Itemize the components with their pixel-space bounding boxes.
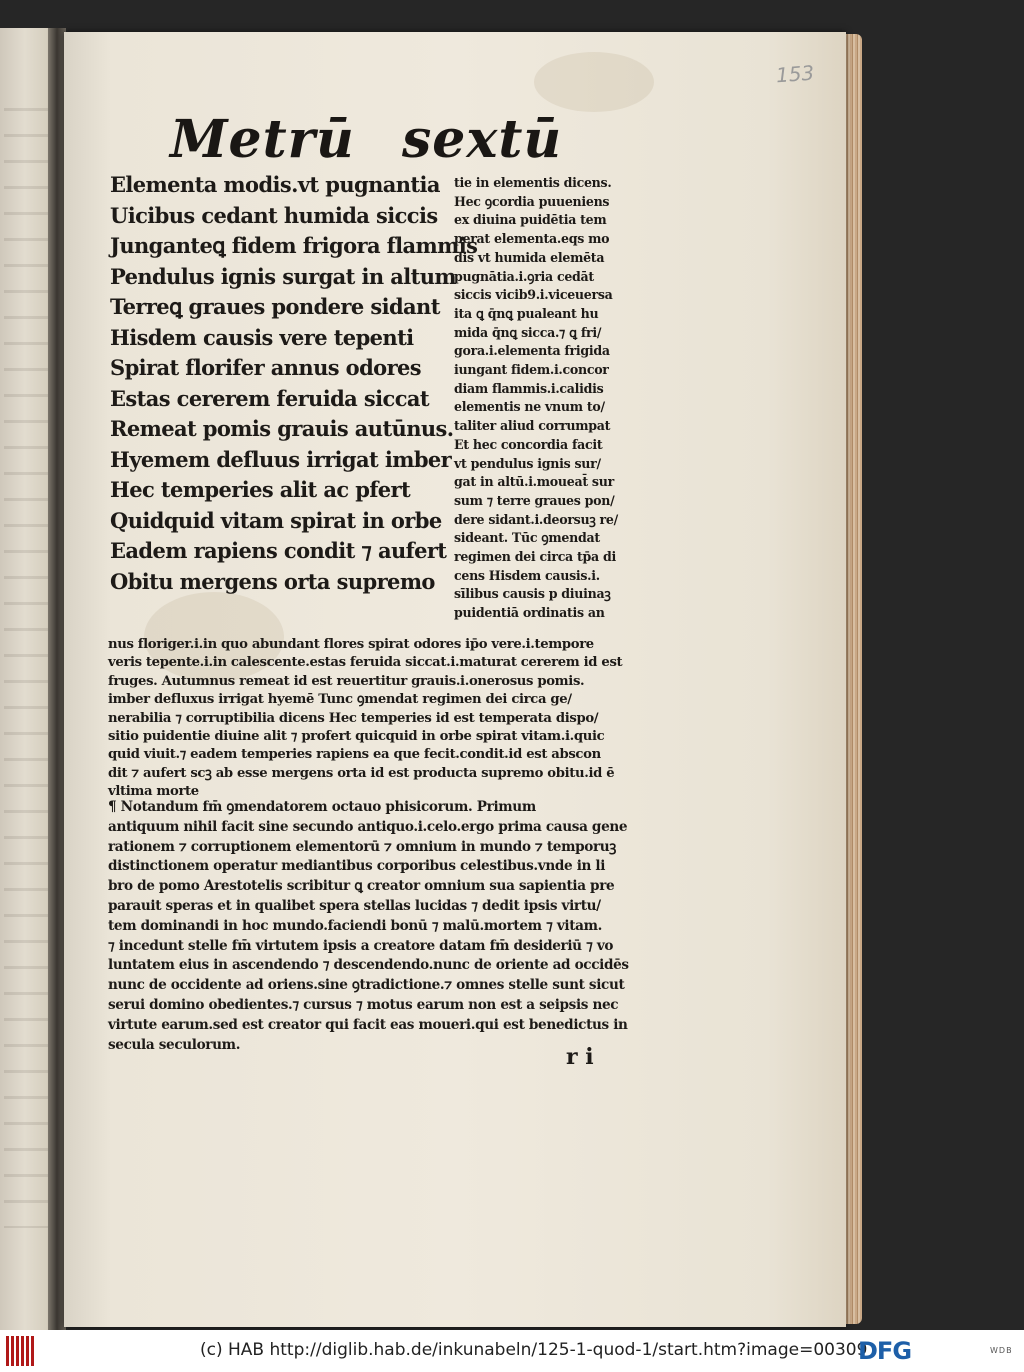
gloss-line: siccis vicib9.i.viceuersa [454, 287, 613, 303]
verse-line: Uicibus cedant humida siccis [110, 202, 438, 228]
gloss-line: taliter aliud corrumpat [454, 418, 611, 434]
gloss-line: sīlibus causis p diuinaꝫ [454, 586, 611, 602]
commentary-line: antiquum nihil facit sine secundo antiquo.i.celo.ergo prima causa gene [108, 818, 628, 835]
verse-line: Quidquid vitam spirat in orbe [110, 507, 442, 533]
commentary-line: secula seculorum. [108, 1036, 241, 1053]
gloss-line: dit ⁊ aufert scꝫ ab esse mergens orta id est producta supremo obitu.id ē [108, 765, 615, 781]
verse-line: Hec temperies alit ac pfert [110, 477, 411, 502]
gloss-line: vt pendulus ignis sur/ [454, 455, 601, 471]
gloss-line: cens Hisdem causis.i. [454, 567, 600, 583]
verse-line: Estas cererem feruida siccat [110, 385, 429, 411]
hab-logo-icon[interactable] [6, 1336, 36, 1366]
gloss-line: veris tepente.i.in calescente.estas feruida siccat.i.maturat cererem id est [108, 655, 623, 671]
verse-line: Remeat pomis grauis autūnus. [110, 416, 454, 441]
commentary-line: bro de pomo Arestotelis scribitur ꝗ creator omnium sua sapientia pre [108, 878, 615, 895]
commentary-line: distinctionem operatur mediantibus corporibus celestibus.vnde in li [108, 858, 606, 875]
verse-line: Obitu mergens orta supremo [110, 568, 435, 594]
gloss-line: sum ⁊ terre graues pon/ [454, 492, 615, 508]
gloss-line: Et hec concordia facit [454, 436, 603, 452]
commentary-line: virtute earum.sed est creator qui facit eas moueri.qui est benedictus in [108, 1016, 628, 1033]
gloss-line: nerabilia ⁊ corruptibilia dicens Hec temperies id est temperata dispo/ [108, 710, 599, 726]
verse-line: Terreꝗ graues pondere sidant [110, 294, 440, 319]
verse-line: Elementa modis.vt pugnantia [110, 172, 440, 197]
folio-number: 153 [775, 60, 815, 88]
gloss-line: dere sidant.i.deorsuꝫ re/ [454, 511, 618, 527]
dfg-logo[interactable]: DFG [858, 1337, 912, 1365]
heading-word-sextum: sextū [402, 109, 563, 170]
wdb-label: WDB [990, 1346, 1013, 1355]
gloss-line: fruges. Autumnus remeat id est reuertitur grauis.i.onerosus pomis. [108, 673, 585, 689]
viewer-footer [0, 1330, 1024, 1372]
gloss-line: imber defluxus irrigat hyemē Tunc ꝯmendat regimen dei circa ge/ [108, 692, 572, 708]
gloss-continuation [108, 636, 638, 802]
signature-mark: r i [566, 1044, 594, 1070]
gloss-line: vltima morte [108, 784, 199, 800]
side-gloss [454, 174, 644, 623]
commentary-line: rationem ⁊ corruptionem elementorū ⁊ omnium in mundo ⁊ temporuꝫ [108, 838, 616, 855]
gloss-line: dis vt humida elemēta [454, 249, 605, 265]
commentary-block [108, 798, 638, 1055]
commentary-line: serui domino obedientes.⁊ cursus ⁊ motus earum non est a seipsis nec [108, 996, 619, 1013]
gloss-line: puidentiā ordinatis an [454, 605, 605, 621]
gloss-line: sitio puidentie diuine alit ⁊ profert quicquid in orbe spirat vitam.i.quic [108, 729, 605, 745]
gloss-line: iungant fidem.i.concor [454, 362, 609, 378]
gloss-line: perat elementa.eqs mo [454, 231, 610, 247]
verse-line: Junganteꝗ fidem frigora flammis [110, 233, 478, 258]
gloss-line: ex diuina puidētia tem [454, 212, 607, 228]
gloss-line: tie in elementis dicens. [454, 175, 612, 190]
gloss-line: elementis ne vnum to/ [454, 399, 605, 415]
gloss-line: Hec ꝯcordia puueniens [454, 193, 610, 209]
commentary-line: ⁊ incedunt stelle fm̄ virtutem ipsis a creatore datam fm̄ desideriū ⁊ vo [108, 937, 614, 954]
gloss-line: quid viuit.⁊ eadem temperies rapiens ea que fecit.condit.id est abscon [108, 747, 601, 763]
verse-line: Spirat florifer annus odores [110, 355, 422, 380]
verse-line: Hyemem defluus irrigat imber [110, 446, 452, 472]
gloss-line: ita ꝗ q̄nꝗ pualeant hu [454, 305, 599, 321]
verse-line: Pendulus ignis surgat in altum [110, 263, 457, 289]
gloss-line: gat in altū.i.moueat̄ sur [454, 474, 614, 490]
heading-word-metrum: Metrū [170, 109, 355, 170]
copyright-credit-link[interactable]: (c) HAB http://diglib.hab.de/inkunabeln/125-1-quod-1/start.htm?image=00309 [200, 1340, 868, 1360]
gloss-line: gora.i.elementa frigida [454, 343, 610, 359]
gloss-line: sideant. Tūc ꝯmendat [454, 530, 600, 546]
commentary-line: parauit speras et in qualibet spera stellas lucidas ⁊ dedit ipsis virtu/ [108, 897, 601, 914]
verse-line: Hisdem causis vere tepenti [110, 324, 414, 350]
gloss-line: nus floriger.i.in quo abundant flores spirat odores ip̄o vere.i.tempore [108, 637, 594, 652]
commentary-line: luntatem eius in ascendendo ⁊ descendendo.nunc de oriente ad occidēs [108, 957, 629, 974]
gloss-line: pugnātia.i.ꝯria cedāt [454, 268, 594, 284]
gloss-line: diam flammis.i.calidis [454, 380, 604, 396]
gloss-line: regimen dei circa tp̄a di [454, 549, 616, 565]
verse-block [110, 170, 478, 597]
verse-line: Eadem rapiens condit ⁊ aufert [110, 538, 447, 563]
commentary-line: tem dominandi in hoc mundo.faciendi bonū ⁊ malū.mortem ⁊ vitam. [108, 917, 603, 934]
gloss-line: mida q̄nꝗ sicca.⁊ ꝗ fri/ [454, 324, 602, 340]
commentary-line: nunc de occidente ad oriens.sine ꝯtradictione.⁊ omnes stelle sunt sicut [108, 977, 625, 994]
commentary-line: ¶ Notandum fm̄ ꝯmendatorem octauo phisicorum. Primum [108, 799, 536, 815]
